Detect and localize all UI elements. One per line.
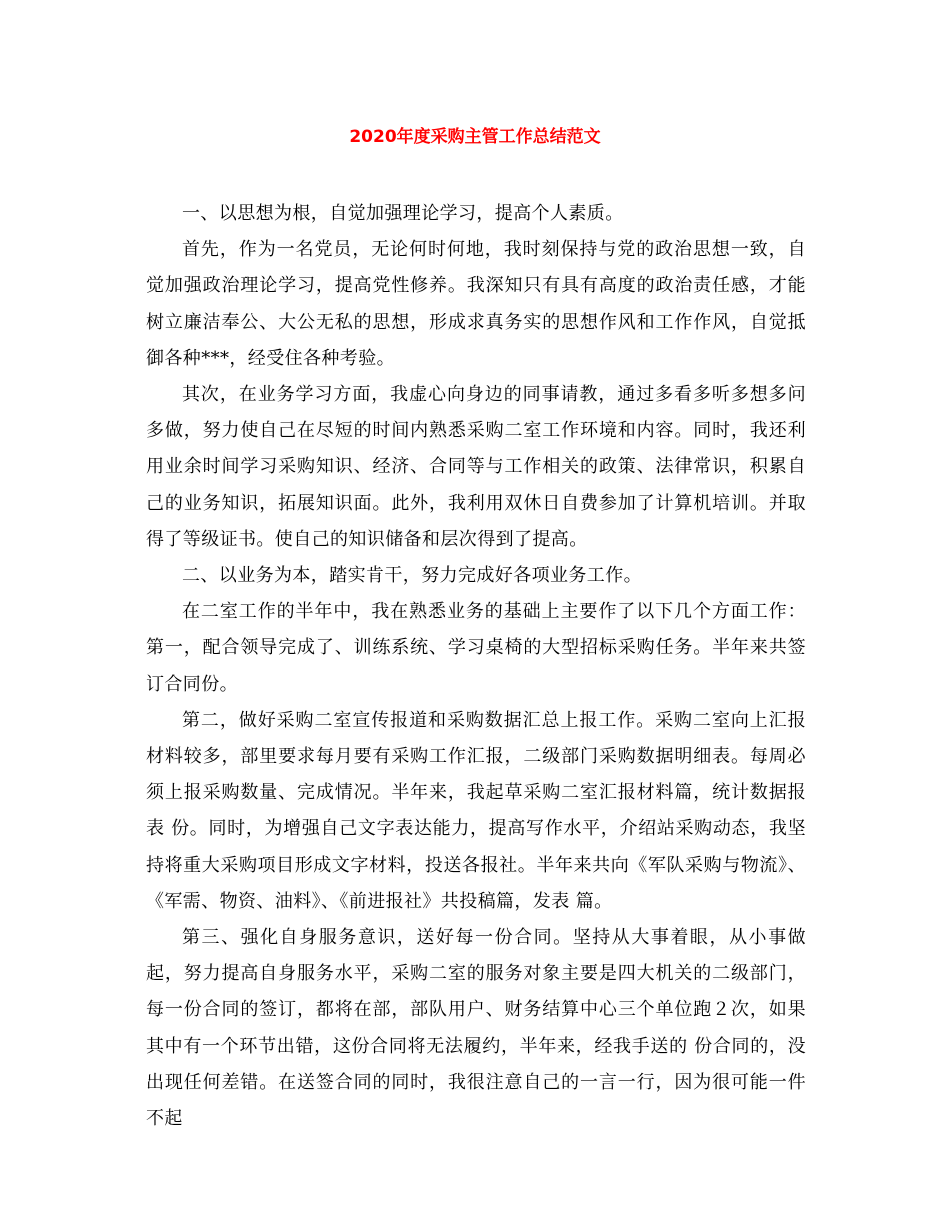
section-heading-1: 一、以思想为根，自觉加强理论学习，提高个人素质。 (182, 203, 624, 224)
paragraph-work-third: 第三、强化自身服务意识，送好每一份合同。坚持从大事着眼，从小事做起，努力提高自身服务水平，采购二室的服务对象主要是四大机关的二级部门，每一份合同的签订，都将在部，部队用户、财务结算中心三个单位跑２次，如果其中有一个环节出错，这份合同将无法履约，半年来，经我手送的 份合同的，没出现任何差错。在送签合同的同时，我很注意自己的一言一行，因为很可能一件不起 (146, 927, 806, 1130)
paragraph-secondly: 其次，在业务学习方面，我虚心向身边的同事请教，通过多看多听多想多问多做，努力使自己在尽短的时间内熟悉采购二室工作环境和内容。同时，我还利用业余时间学习采购知识、经济、合同等与工作相关的政策、法律常识，积累自己的业务知识，拓展知识面。此外，我利用双休日自费参加了计算机培训。并取得了等级证书。使自己的知识储备和层次得到了提高。 (146, 384, 806, 550)
document-title: 2020年度采购主管工作总结范文 (349, 127, 601, 147)
paragraph-work-second: 第二，做好采购二室宣传报道和采购数据汇总上报工作。采购二室向上汇报材料较多，部里要求每月要有采购工作汇报，二级部门采购数据明细表。每周必须上报采购数量、完成情况。半年来，我起草采购二室汇报材料篇，统计数据报表 份。同时，为增强自己文字表达能力，提高写作水平，介绍站采购动态，我坚持将重大采购项目形成文字材料，投送各报社。半年来共向《军队采购与物流》、《军需、物资、油料》、《前进报社》共投稿篇，发表 篇。 (146, 709, 806, 912)
paragraph-firstly: 首先，作为一名党员，无论何时何地，我时刻保持与党的政治思想一致，自觉加强政治理论学习，提高党性修养。我深知只有具有高度的政治责任感，才能树立廉洁奉公、大公无私的思想，形成求真务实的思想作风和工作作风，自觉抵御各种***，经受住各种考验。 (146, 239, 806, 369)
paragraph-work-first: 在二室工作的半年中，我在熟悉业务的基础上主要作了以下几个方面工作：第一，配合领导完成了、训练系统、学习桌椅的大型招标采购任务。半年来共签订合同份。 (146, 601, 806, 695)
document-body (146, 196, 806, 1137)
section-heading-2: 二、以业务为本，踏实肯干，努力完成好各项业务工作。 (182, 565, 642, 587)
